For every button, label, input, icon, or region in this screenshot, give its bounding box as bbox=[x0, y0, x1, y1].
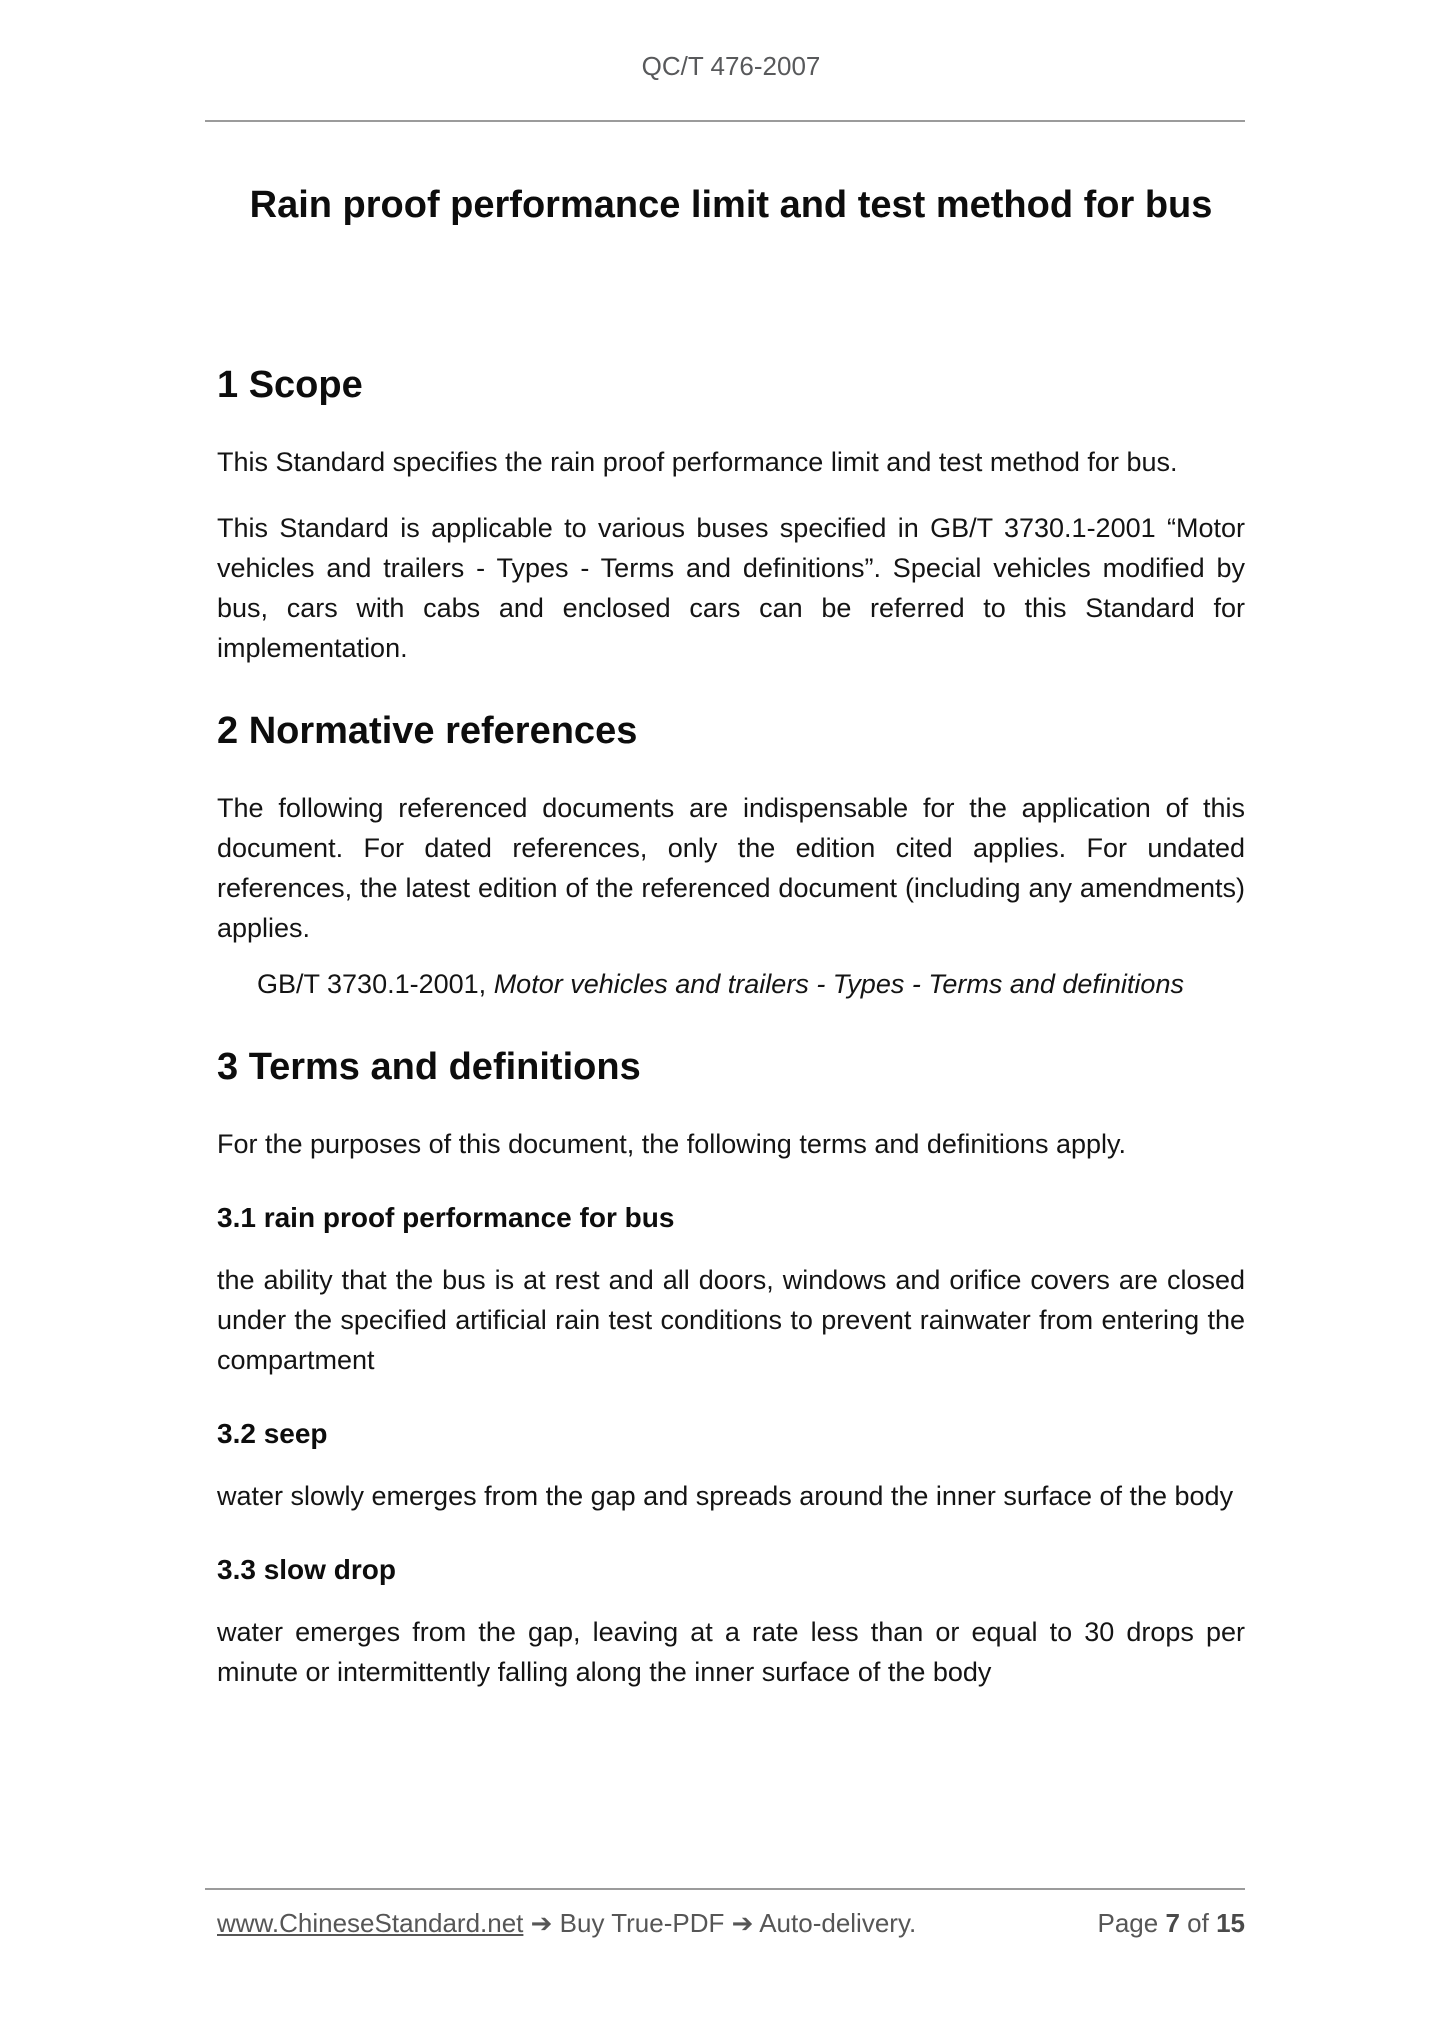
page-indicator bbox=[1097, 1906, 1245, 1940]
term-definition-3-2: water slowly emerges from the gap and spreads around the inner surface of the body bbox=[217, 1481, 1234, 1511]
doc-code: QC/T 476-2007 bbox=[641, 51, 821, 81]
term-definition-3-3: water emerges from the gap, leaving at a rate less than or equal to 30 drops per minute or intermittently falling along the inner surface of the body bbox=[217, 1617, 1245, 1687]
footer-action-buy: Buy True-PDF bbox=[559, 1908, 725, 1938]
section-heading-normative-references: 2 Normative references bbox=[217, 710, 638, 752]
website-link[interactable]: www.ChineseStandard.net bbox=[217, 1908, 524, 1938]
page-header bbox=[217, 0, 1245, 82]
scope-paragraph-1: This Standard specifies the rain proof performance limit and test method for bus. bbox=[217, 447, 1178, 477]
footer-left bbox=[217, 1906, 916, 1940]
term-heading-3-2: 3.2 seep bbox=[217, 1418, 328, 1449]
section-heading-terms: 3 Terms and definitions bbox=[217, 1046, 641, 1088]
footer-content bbox=[205, 1906, 1245, 1940]
scope-paragraph-2: This Standard is applicable to various buses specified in GB/T 3730.1-2001 “Motor vehicles and trailers - Types - Terms and definitions”. Special vehicles modified by bus, cars with cabs and enclosed cars can be referred to this Standard for implementation. bbox=[217, 513, 1245, 663]
term-definition-3-1: the ability that the bus is at rest and all doors, windows and orifice covers are closed under the specified artificial rain test conditions to prevent rainwater from entering the compartment bbox=[217, 1265, 1245, 1375]
right-arrow-icon: ➔ bbox=[530, 1908, 553, 1938]
footer-divider bbox=[205, 1888, 1245, 1890]
terms-intro: For the purposes of this document, the following terms and definitions apply. bbox=[217, 1129, 1126, 1159]
term-heading-3-3: 3.3 slow drop bbox=[217, 1554, 396, 1585]
section-heading-scope: 1 Scope bbox=[217, 364, 363, 406]
normative-reference-entry bbox=[257, 964, 1245, 1004]
reference-code: GB/T 3730.1-2001, bbox=[257, 969, 487, 999]
current-page-number: 7 bbox=[1165, 1908, 1180, 1938]
header-divider bbox=[205, 120, 1245, 122]
footer-action-delivery: Auto-delivery. bbox=[759, 1908, 917, 1938]
of-label: of bbox=[1187, 1908, 1209, 1938]
page-label: Page bbox=[1097, 1908, 1159, 1938]
total-pages-number: 15 bbox=[1216, 1908, 1245, 1938]
page-footer bbox=[205, 1888, 1245, 1940]
reference-title: Motor vehicles and trailers - Types - Terms and definitions bbox=[493, 969, 1184, 999]
right-arrow-icon: ➔ bbox=[731, 1908, 754, 1938]
normative-paragraph: The following referenced documents are indispensable for the application of this document. For dated references, only the edition cited applies. For undated references, the latest edition of the referenced document (including any amendments) applies. bbox=[217, 793, 1245, 943]
document-title: Rain proof performance limit and test method for bus bbox=[249, 184, 1213, 226]
term-heading-3-1: 3.1 rain proof performance for bus bbox=[217, 1202, 675, 1233]
